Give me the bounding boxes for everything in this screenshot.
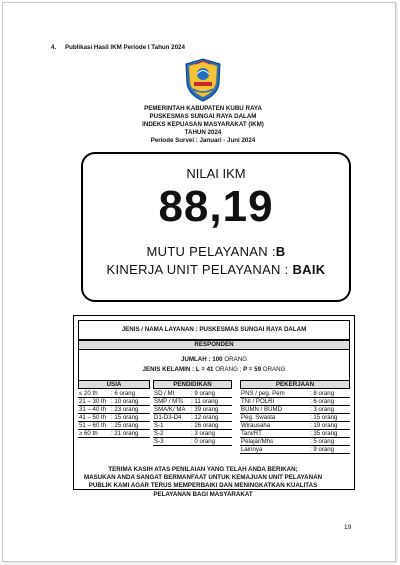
education-row [153,398,232,406]
occupation-row [240,398,350,406]
section-number: 4. [51,44,57,51]
respondent-total-line [79,356,349,363]
occupation-row-count: : 8 orang [310,390,335,397]
occupation-row [240,422,350,430]
education-row-label: S-2 [154,430,164,437]
education-row-count: : 0 orang [191,438,216,445]
respondent-detail-box [73,315,355,490]
female-unit: ORANG [262,366,286,373]
thank-you-line: MASUKAN ANDA SANGAT BERMANFAAT UNTUK KEMAJUAN UNIT PELAYANAN [83,474,323,482]
education-row-count: : 3 orang [191,430,216,437]
male-count: L = 41 [195,366,214,373]
thank-you-line: PELAYANAN BAGI MASYARAKAT [153,490,253,498]
education-row-label: SD / MI [154,390,175,397]
occupation-row [240,414,350,422]
service-quality-label: MUTU PELAYANAN : [146,244,276,259]
occupation-row-count: : 15 orang [310,414,338,421]
education-column-heading: PENDIDIKAN [153,380,232,389]
occupation-row-count: : 19 orang [310,422,338,429]
respondent-gender-line [79,366,349,373]
education-row [153,422,232,430]
respondent-total-label: JUMLAH : [180,356,211,363]
service-quality-line [83,244,349,259]
age-row-count: : 25 orang [111,422,139,429]
header-puskesmas: PUSKESMAS SUNGAI RAYA DALAM [149,113,257,120]
service-quality-grade: B [275,244,286,259]
occupation-row-label: Lainnya [241,446,263,453]
occupation-row [240,430,350,438]
age-row [78,390,150,398]
occupation-column-heading: PEKERJAAN [240,380,350,389]
occupation-row-count: : 9 orang [310,446,335,453]
age-row-count: : 6 orang [111,390,136,397]
age-column-heading: USIA [78,380,150,389]
thank-you-message [43,466,363,499]
age-row [78,398,150,406]
occupation-row-count: : 35 orang [310,430,338,437]
document-page [2,2,396,562]
occupation-row [240,406,350,414]
male-unit: ORANG ; [215,366,242,373]
education-row [153,390,232,398]
respondent-total-value: 100 [212,356,223,363]
education-row-label: D1-D3-D4 [154,414,182,421]
education-row-label: SMA/K/ MA [154,406,186,413]
age-row [78,422,150,430]
score-value: 88,19 [158,182,274,231]
age-row-label: ≥ 60 th [79,430,98,437]
occupation-row-count: : 3 orang [310,406,335,413]
education-row-label: SMP / MTs [154,398,184,405]
age-row [78,414,150,422]
age-row-label: ≤ 20 th [79,390,98,397]
gender-label: JENIS KELAMIN : [142,366,195,373]
thank-you-line: TERIMA KASIH ATAS PENILAIAN YANG TELAH ANDA BERIKAN; [108,466,298,473]
occupation-row-count: : 5 orang [310,438,335,445]
respondent-heading: RESPONDEN [78,340,350,350]
header-survey-period: Periode Survei : Januari - Juni 2024 [150,137,256,144]
occupation-row-label: Tani/RT [241,430,262,437]
age-row [78,406,150,414]
occupation-row-label: PNS / peg. Pem [241,390,285,397]
age-row-label: 21 – 30 th [79,398,107,405]
age-row-label: 41 – 50 th [79,414,107,421]
section-title: Publikasi Hasil IKM Periode I Tahun 2024 [65,44,185,51]
age-row-label: 31 – 40 th [79,406,107,413]
ikm-score-card [81,152,351,302]
education-row-count: : 9 orang [191,390,216,397]
education-row-count: : 12 orang [191,414,219,421]
header-year: TAHUN 2024 [184,129,222,136]
thank-you-line: PUBLIK KAMI AGAR TERUS MEMPERBAIKI DAN MENINGKATKAN KUALITAS [88,482,318,490]
unit-performance-label: KINERJA UNIT PELAYANAN : [106,262,289,277]
header-government: PEMERINTAH KABUPATEN KUBU RAYA [144,105,262,112]
education-row [153,438,232,446]
unit-performance-line [83,262,349,277]
age-row-count: : 10 orang [111,398,139,405]
occupation-row [240,390,350,398]
education-row [153,430,232,438]
page-number: 19 [344,524,352,531]
service-name: JENIS / NAMA LAYANAN : PUSKESMAS SUNGAI RAYA DALAM [78,320,350,340]
occupation-row-label: Wirausaha [241,422,271,429]
age-row-label: 51 – 60 th [79,422,107,429]
occupation-row-count: : 6 orang [310,398,335,405]
education-row-count: : 39 orang [191,406,219,413]
education-row-label: S-3 [154,438,164,445]
unit-performance-value: BAIK [292,262,326,277]
occupation-row-label: BUMN / BUMD [241,406,282,413]
respondent-summary [78,350,350,380]
occupation-row [240,438,350,446]
occupation-row-label: Peg. Swasta [241,414,276,421]
occupation-row [240,446,350,454]
education-row [153,406,232,414]
age-row [78,430,150,438]
report-header [63,105,343,145]
header-index-title: INDEKS KEPUASAN MASYARAKAT (IKM) [142,121,264,128]
regency-emblem-logo [183,58,223,102]
score-title: NILAI IKM [186,166,246,181]
occupation-row-label: Pelajar/Mhs [241,438,274,445]
respondent-total-unit: ORANG [224,356,248,363]
education-row-count: : 11 orang [191,398,218,405]
female-count: P = 59 [243,366,262,373]
section-heading [51,44,185,51]
education-row-label: S-1 [154,422,164,429]
age-row-count: : 23 orang [111,406,139,413]
age-row-count: : 15 orang [111,414,139,421]
education-row-count: : 26 orang [191,422,219,429]
occupation-row-label: TNI / POLRI [241,398,275,405]
age-row-count: : 21 orang [111,430,139,437]
education-row [153,414,232,422]
